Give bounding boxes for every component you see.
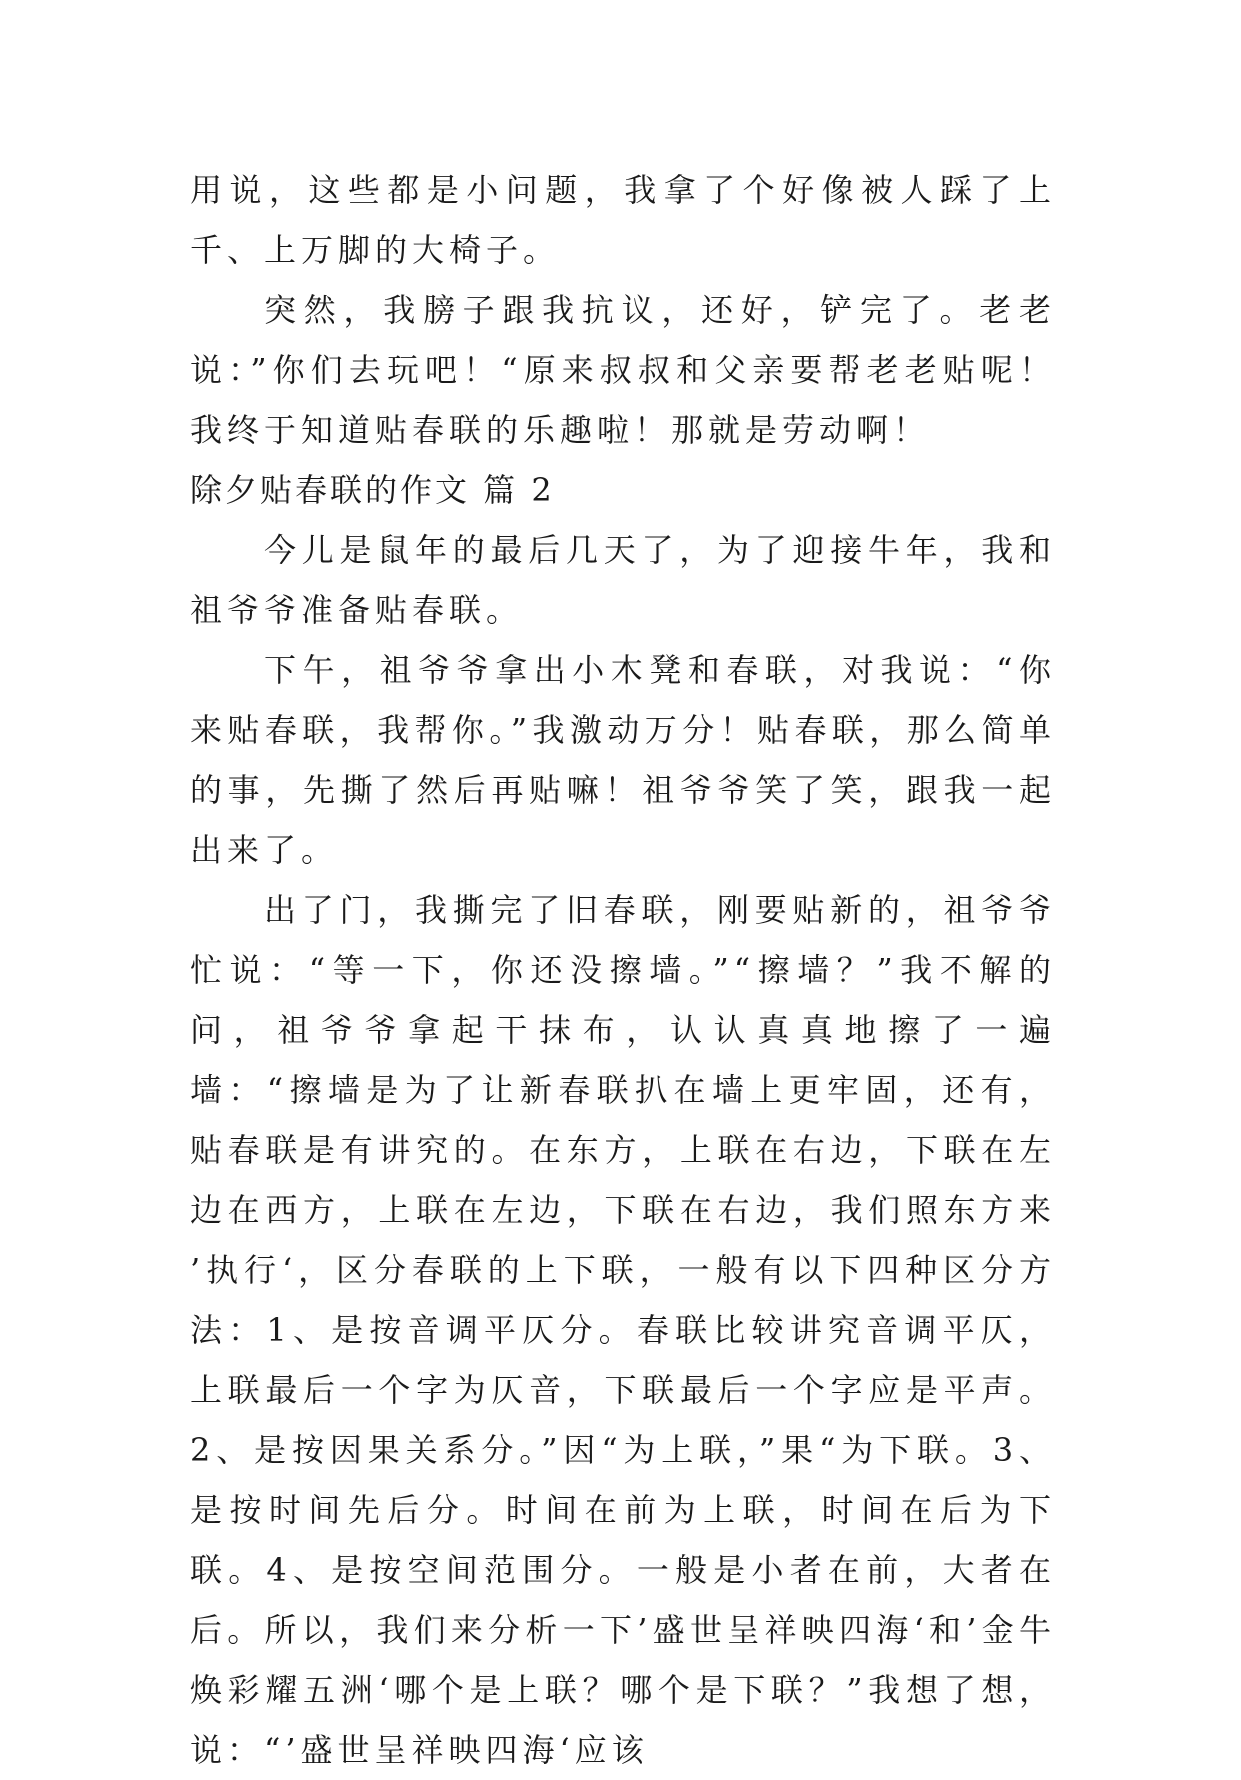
paragraph: 今儿是鼠年的最后几天了，为了迎接牛年，我和祖爷爷准备贴春联。 (190, 531, 1056, 629)
section-title: 除夕贴春联的作文 篇 2 (190, 471, 555, 509)
paragraph: 突然，我膀子跟我抗议，还好，铲完了。老老说：”你们去玩吧！“原来叔叔和父亲要帮老老贴呢！我终于知道贴春联的乐趣啦！那就是劳动啊！ (190, 291, 1056, 449)
paragraph: 用说，这些都是小问题，我拿了个好像被人踩了上千、上万脚的大椅子。 (190, 171, 1056, 269)
paragraph: 出了门，我撕完了旧春联，刚要贴新的，祖爷爷忙说：“等一下，你还没擦墙。”“擦墙？”我不解的问，祖爷爷拿起干抹布，认认真真地擦了一遍墙：“擦墙是为了让新春联扒在墙上更牢固，还有，贴春联是有讲究的。在东方，上联在右边，下联在左边在西方，上联在左边，下联在右边，我们照东方来 ’执行‘，区分春联的上下联，一般有以下四种区分方法：1、是按音调平仄分。春联比较讲究音调平仄，上联最后一个字为仄音，下联最后一个字应是平声。2、是按因果关系分。”因“为上联，”果“为下联。3、是按时间先后分。时间在前为上联，时间在后为下联。4、是按空间范围分。一般是小者在前，大者在后。所以，我们来分析一下’盛世呈祥映四海‘和’金牛焕彩耀五洲‘哪个是上联？哪个是下联？”我想了想，说：“’盛世呈祥映四海‘应该 (190, 891, 1056, 1769)
paragraph: 下午，祖爷爷拿出小木凳和春联，对我说：“你来贴春联，我帮你。”我激动万分！贴春联，那么简单的事，先撕了然后再贴嘛！祖爷爷笑了笑，跟我一起出来了。 (190, 651, 1056, 869)
document-content (190, 160, 1056, 1780)
